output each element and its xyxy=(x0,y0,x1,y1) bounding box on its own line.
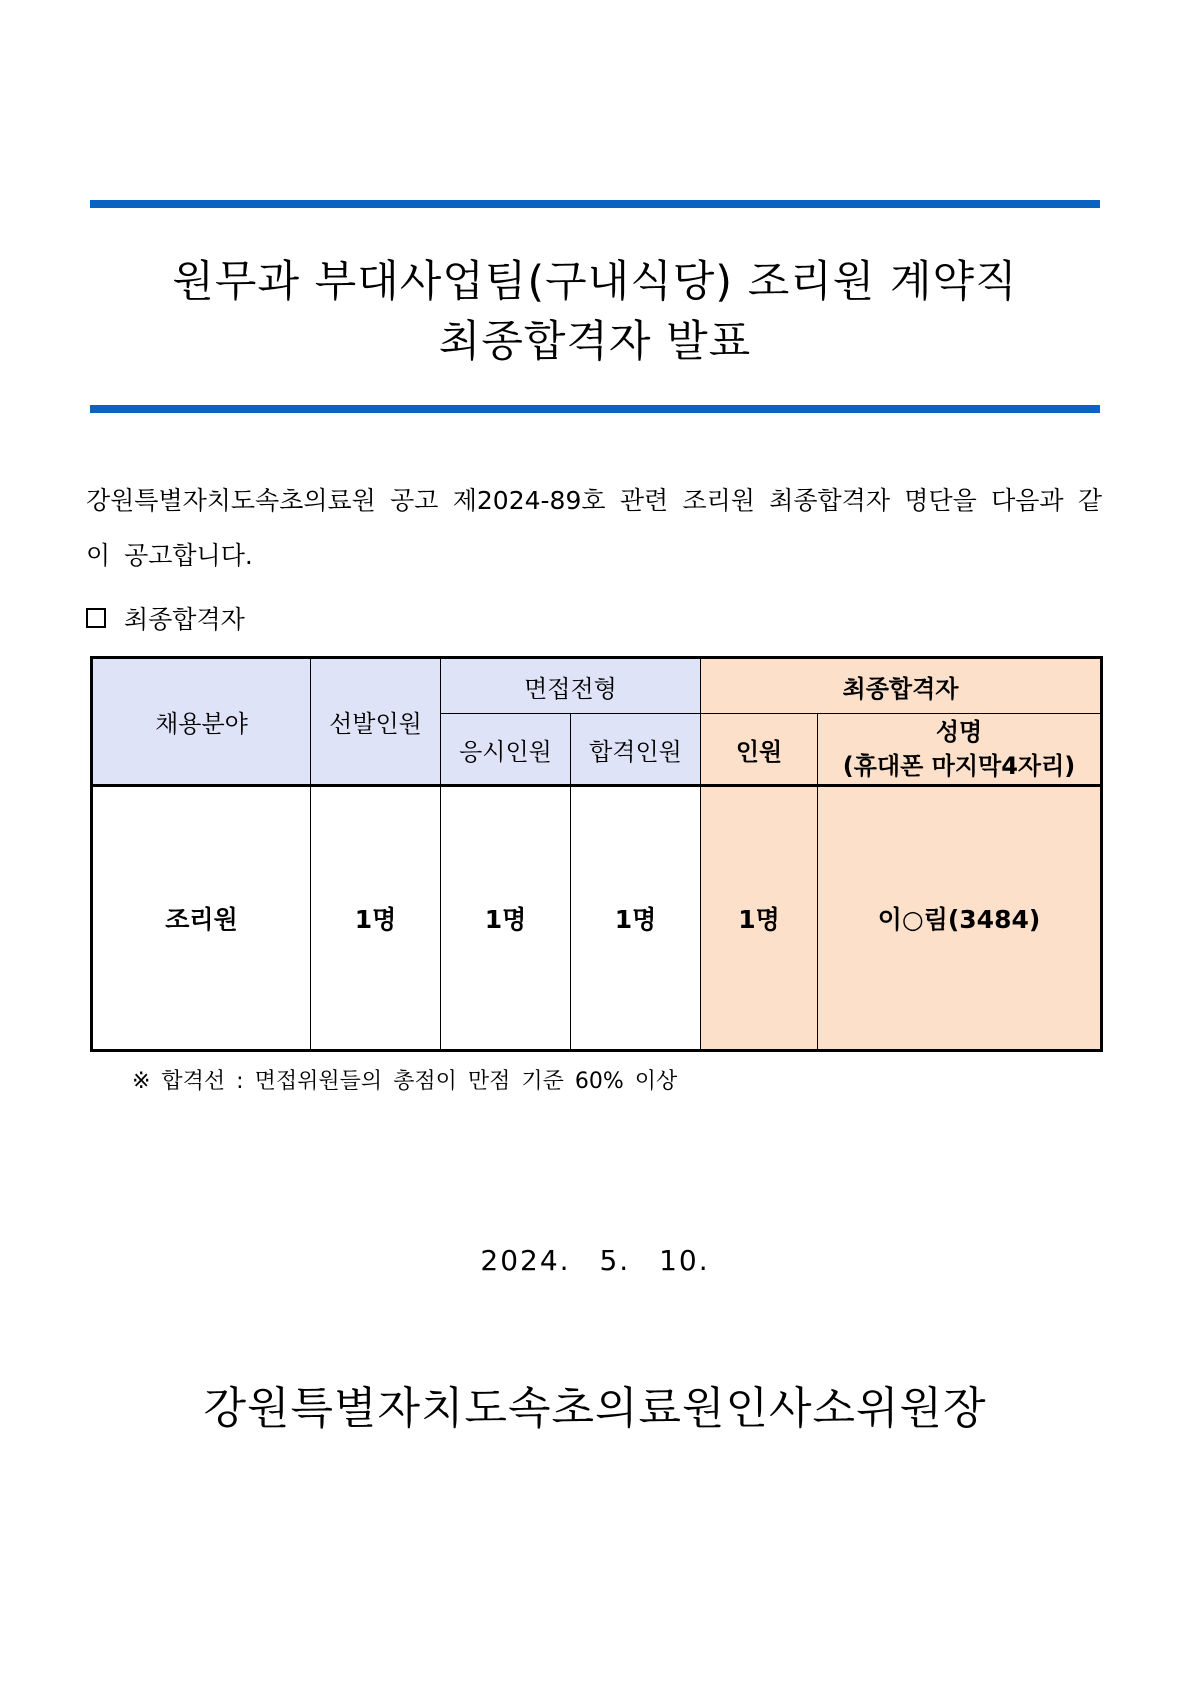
header-interview: 면접전형 xyxy=(441,658,701,714)
cell-passed: 1명 xyxy=(571,786,701,1051)
cell-field: 조리원 xyxy=(92,786,311,1051)
results-table xyxy=(90,656,1103,1052)
header-final: 최종합격자 xyxy=(701,658,1102,714)
header-field: 채용분야 xyxy=(92,658,311,786)
issuer-signature: 강원특별자치도속초의료원인사소위원장 xyxy=(203,1383,987,1434)
section-heading-label: 최종합격자 xyxy=(124,605,245,634)
intro-paragraph: 강원특별자치도속초의료원 공고 제2024-89호 관련 조리원 최종합격자 명단을 다음과 같이 공고합니다. xyxy=(86,486,1102,570)
cell-applicants: 1명 xyxy=(441,786,571,1051)
announcement-date: 2024. 5. 10. xyxy=(480,1244,710,1277)
header-name xyxy=(818,714,1102,786)
header-passed: 합격인원 xyxy=(571,714,701,786)
header-name-line1: 성명 xyxy=(935,718,983,746)
top-rule xyxy=(90,200,1100,208)
cell-name: 이○림(3484) xyxy=(818,786,1102,1051)
header-name-line2: (휴대폰 마지막4자리) xyxy=(842,752,1076,780)
section-heading xyxy=(86,600,245,636)
page-title-line1: 원무과 부대사업팀(구내식당) 조리원 계약직 xyxy=(172,257,1018,307)
bottom-rule xyxy=(90,405,1100,413)
header-applicants: 응시인원 xyxy=(441,714,571,786)
table-row xyxy=(92,786,1102,1051)
table-header-row xyxy=(92,658,1102,714)
checkbox-icon xyxy=(86,608,106,628)
header-selection-count: 선발인원 xyxy=(311,658,441,786)
header-final-count: 인원 xyxy=(701,714,818,786)
cell-final-count: 1명 xyxy=(701,786,818,1051)
page-title-line2: 최종합격자 발표 xyxy=(438,317,752,367)
passing-criteria-note: ※ 합격선 : 면접위원들의 총점이 만점 기준 60% 이상 xyxy=(132,1069,678,1094)
cell-selection-count: 1명 xyxy=(311,786,441,1051)
